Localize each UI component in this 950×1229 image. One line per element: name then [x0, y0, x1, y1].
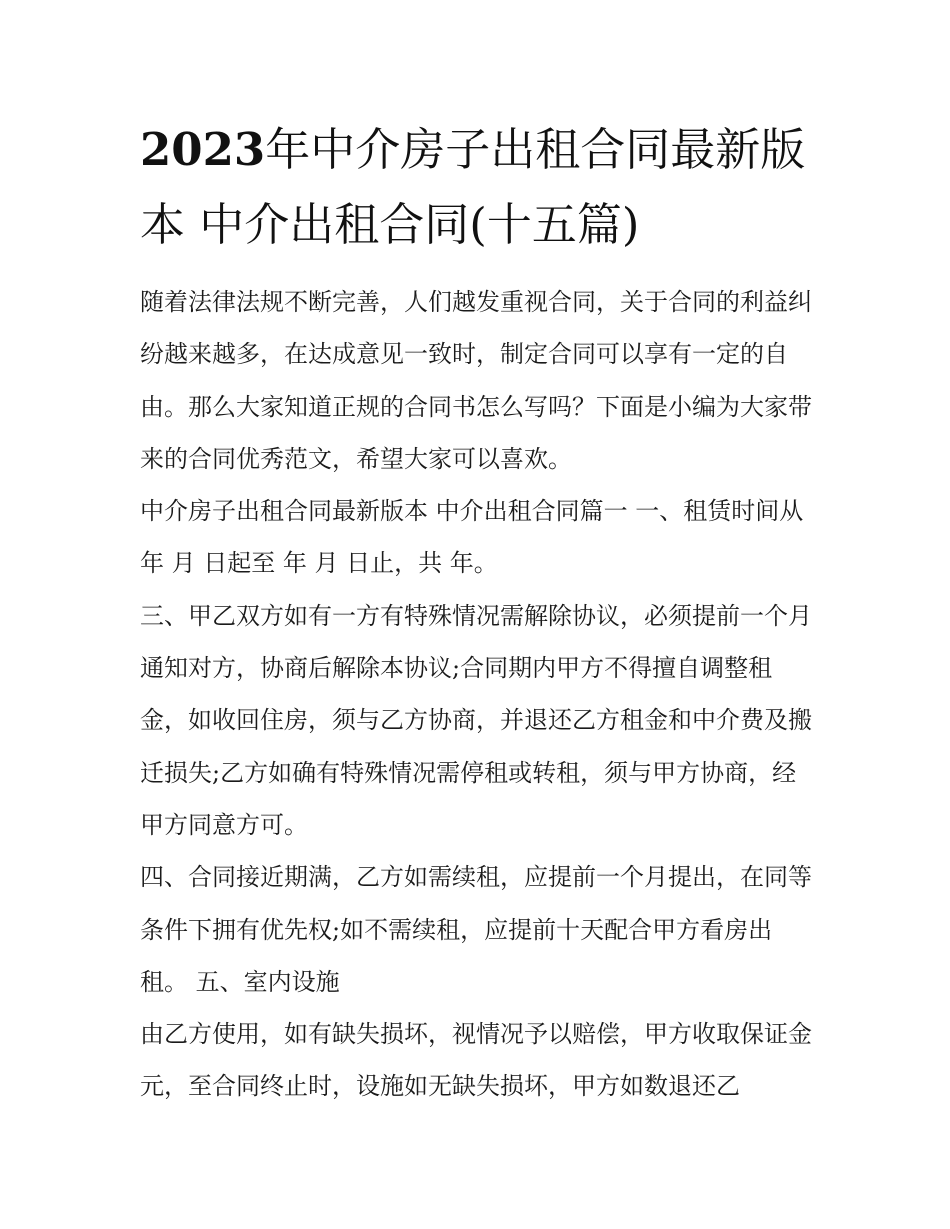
facilities-paragraph: 由乙方使用，如有缺失损坏，视情况予以赔偿，甲方收取保证金 元，至合同终止时，设施如无缺失损坏，甲方如数退还乙	[140, 1020, 812, 1101]
title-year: 2023	[140, 123, 266, 176]
clause-three-paragraph: 三、甲乙双方如有一方有特殊情况需解除协议，必须提前一个月通知对方，协商后解除本协议;合同期内甲方不得擅自调整租金，如收回住房，须与乙方协商，并退还乙方租金和中介费及搬迁损失;乙方如确有特殊情况需停租或转租，须与甲方协商，经甲方同意方可。	[140, 601, 812, 839]
clause-four-paragraph: 四、合同接近期满，乙方如需续租，应提前一个月提出，在同等条件下拥有优先权;如不需续租，应提前十天配合甲方看房出租。 五、室内设施	[140, 863, 812, 996]
section-heading-paragraph: 中介房子出租合同最新版本 中介出租合同篇一 一、租赁时间从 年 月 日起至 年 月 日止，共 年。	[140, 497, 804, 578]
document-title	[140, 112, 820, 262]
title-text: 年中介房子出租合同最新版本 中介出租合同(十五篇)	[140, 123, 806, 251]
intro-paragraph: 随着法律法规不断完善，人们越发重视合同，关于合同的利益纠纷越来越多，在达成意见一致时，制定合同可以享有一定的自由。那么大家知道正规的合同书怎么写吗？下面是小编为大家带来的合同优秀范文，希望大家可以喜欢。	[140, 288, 812, 473]
document-body	[140, 276, 820, 1113]
